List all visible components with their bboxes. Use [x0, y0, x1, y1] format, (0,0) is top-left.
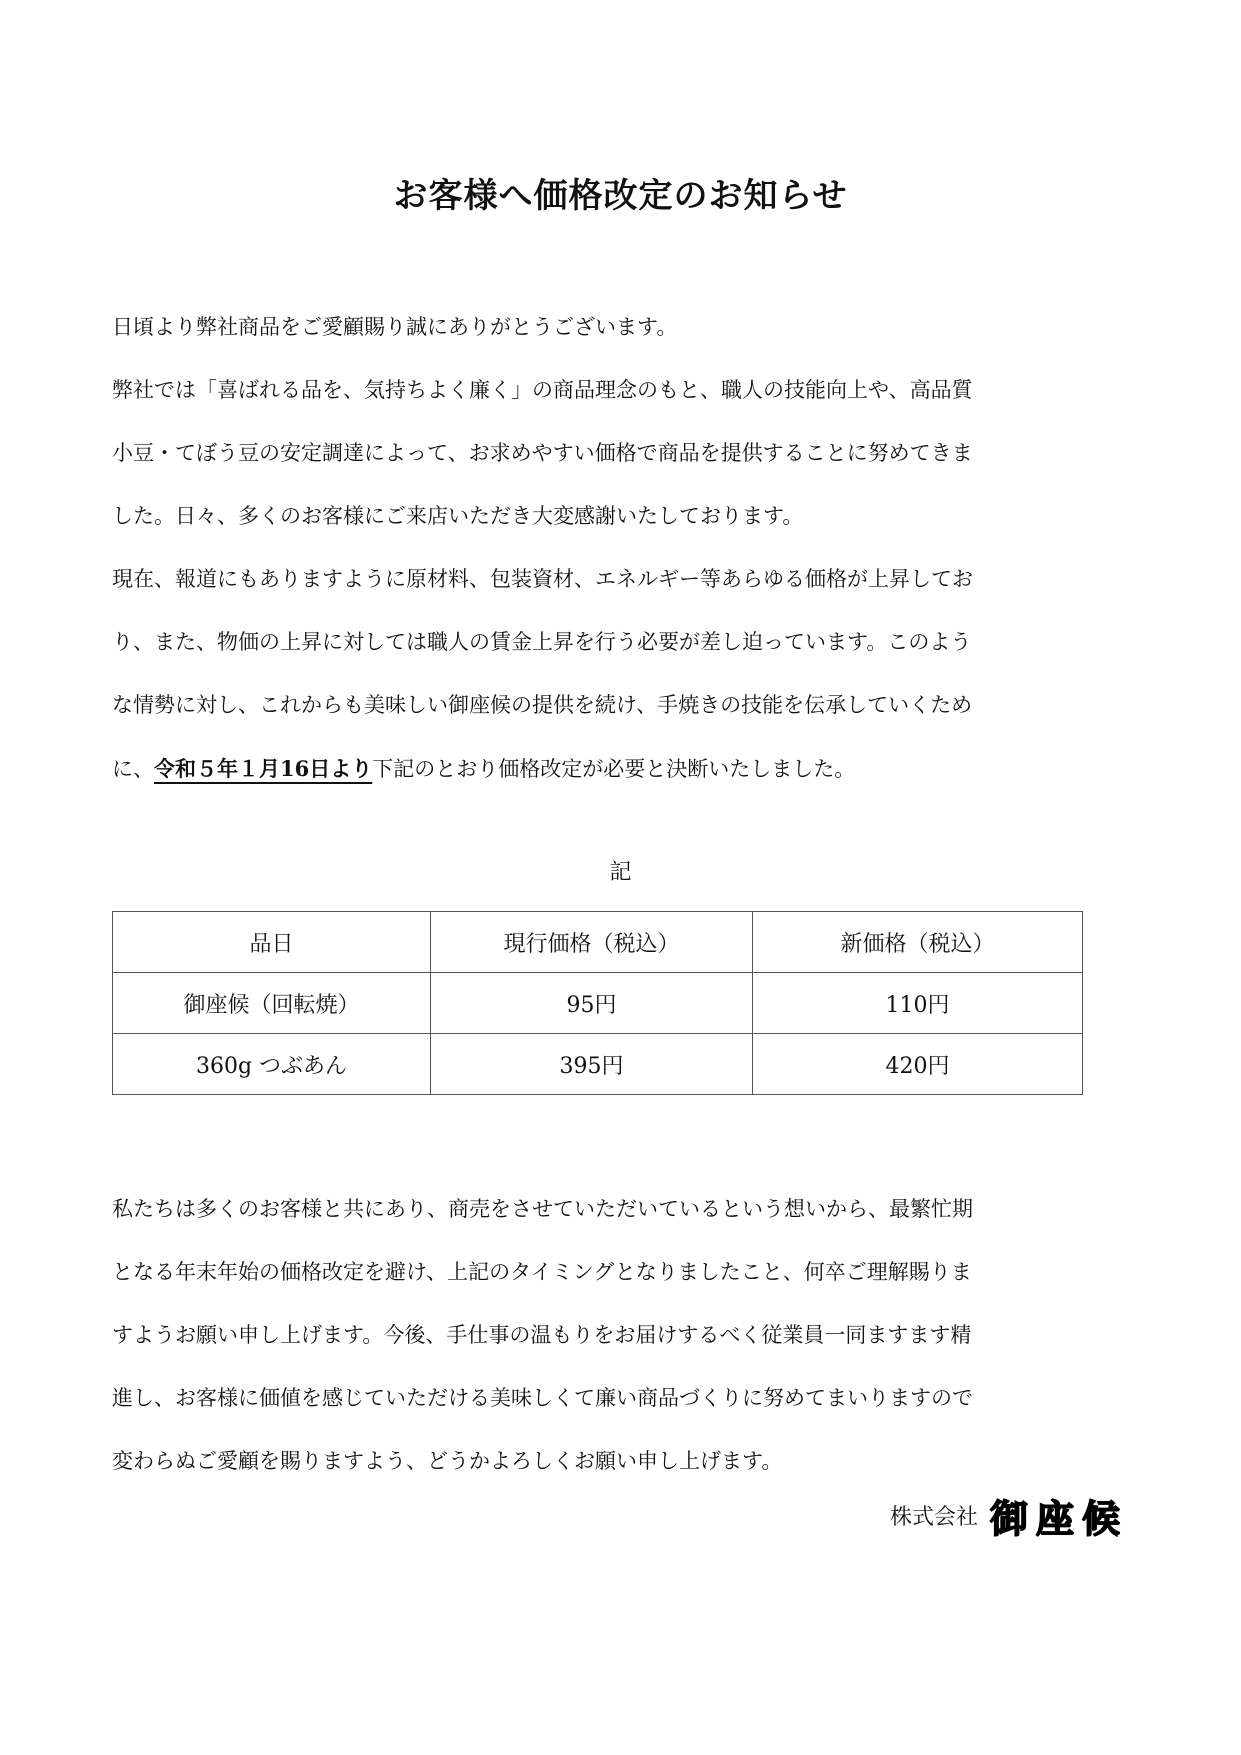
intro-line: 日頃より弊社商品をご愛顧賜り誠にありがとうございます。 [112, 315, 678, 339]
intro-line: 現在、報道にもありますように原材料、包装資材、エネルギー等あらゆる価格が上昇してお [112, 567, 973, 591]
intro-line: 弊社では「喜ばれる品を、気持ちよく廉く」の商品理念のもと、職人の技能向上や、高品質 [112, 378, 973, 402]
last-line-prefix: に、 [112, 757, 154, 781]
table-row [113, 1034, 1083, 1095]
intro-line: 小豆・てぼう豆の安定調達によって、お求めやすい価格で商品を提供することに努めてきま [112, 441, 973, 465]
item-name: 御座候（回転焼） [113, 973, 431, 1034]
intro-line: り、また、物価の上昇に対しては職人の賃金上昇を行う必要が差し迫っています。このよう [112, 630, 972, 654]
new-price: 420円 [753, 1034, 1083, 1095]
table-header-row [113, 912, 1083, 973]
price-table [112, 911, 1083, 1095]
intro-line: な情勢に対し、これからも美味しい御座候の提供を続け、手焼きの技能を伝承していくため [112, 693, 973, 717]
page-title: お客様へ価格改定のお知らせ [393, 176, 848, 216]
closing-line: となる年末年始の価格改定を避け、上記のタイミングとなりましたこと、何卒ご理解賜りま [112, 1260, 972, 1284]
closing-line: すようお願い申し上げます。今後、手仕事の温もりをお届けするべく従業員一同ますます精 [112, 1323, 972, 1347]
new-price: 110円 [753, 973, 1083, 1034]
header-new-price: 新価格（税込） [753, 912, 1083, 973]
current-price: 95円 [431, 973, 753, 1034]
intro-line: した。日々、多くのお客様にご来店いただき大変感謝いたしております。 [112, 504, 804, 528]
header-current-price: 現行価格（税込） [431, 912, 753, 973]
header-item: 品日 [113, 912, 431, 973]
company-logo: 御座候 [989, 1497, 1128, 1541]
signature [890, 1488, 1128, 1543]
closing-line: 変わらぬご愛顧を賜りますよう、どうかよろしくお願い申し上げます。 [112, 1449, 783, 1473]
closing-line: 私たちは多くのお客様と共にあり、商売をさせていただいているという想いから、最繁忙期 [112, 1197, 973, 1221]
last-line-suffix: 下記のとおり価格改定が必要と決断いたしました。 [372, 757, 856, 781]
company-type: 株式会社 [889, 1505, 978, 1530]
closing-line: 進し、お客様に価値を感じていただける美味しくて廉い商品づくりに努めてまいりますので [112, 1386, 973, 1410]
ki-heading: 記 [609, 860, 632, 885]
effective-date: 令和５年１月16日より [154, 756, 373, 781]
intro-last-line [112, 737, 1132, 800]
table-row [113, 973, 1083, 1034]
closing-paragraph [112, 1178, 1132, 1493]
item-name: 360g つぶあん [113, 1034, 431, 1095]
intro-paragraph [112, 296, 1132, 800]
current-price: 395円 [431, 1034, 753, 1095]
